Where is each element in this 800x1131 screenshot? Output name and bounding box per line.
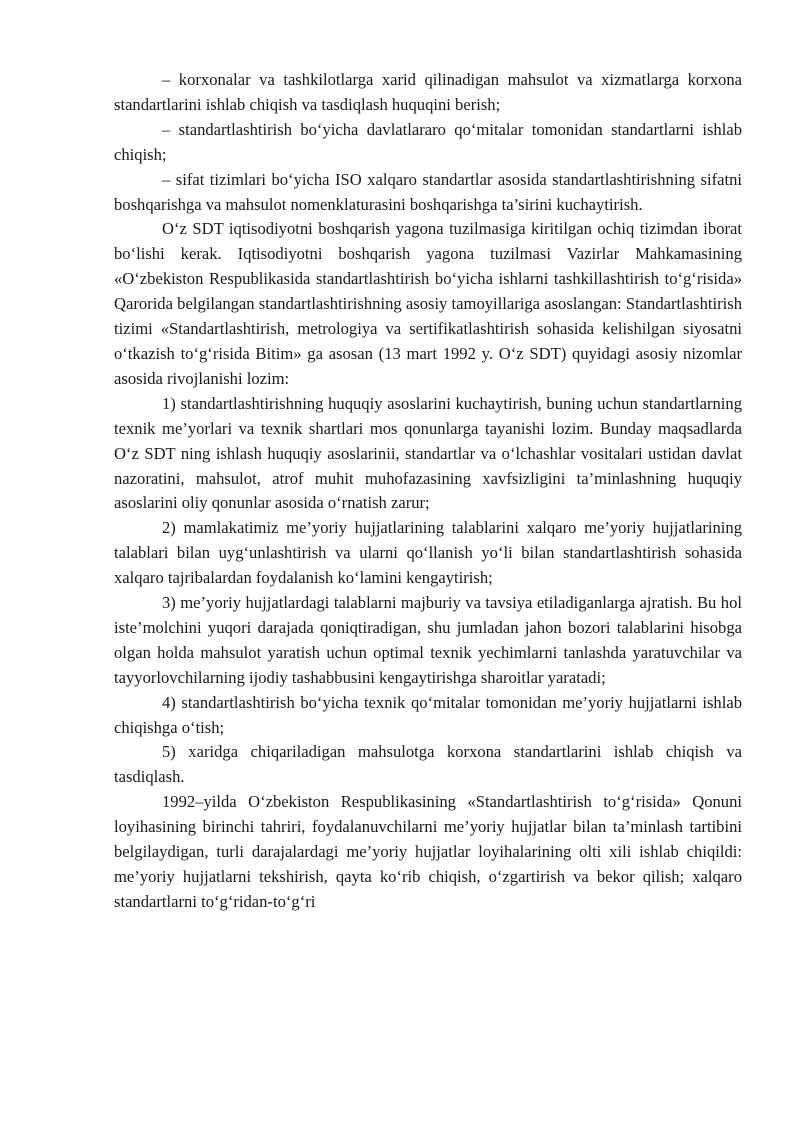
paragraph-9: 5) xaridga chiqariladigan mahsulotga korxona standartlarini ishlab chiqish va tasdiqlash.	[114, 742, 742, 787]
paragraph-3: – sifat tizimlari bo‘yicha ISO xalqaro standartlar asosida standartlashtirishning sifatni boshqarishga va mahsulot nomenklaturasini boshqarishga ta’sirini kuchaytirish.	[114, 169, 742, 214]
paragraph-8: 4) standartlashtirish bo‘yicha texnik qo‘mitalar tomonidan me’yoriy hujjatlarni ishlab chiqishga o‘tish;	[114, 692, 742, 737]
paragraph-7: 3) me’yoriy hujjatlardagi talablarni majburiy va tavsiya etiladiganlarga ajratish. Bu hol iste’molchini yuqori darajada qoniqtiradigan, shu jumladan jahon bozori talablarini hisobga olgan holda mahsulot yaratish uchun optimal texnik yechimlarni tanlashda yaratuvchilar va tayyorlovchilarning ijodiy tashabbusini kengaytirishga sharoitlar yaratadi;	[114, 593, 742, 687]
paragraph-6: 2) mamlakatimiz me’yoriy hujjatlarining talablarini xalqaro me’yoriy hujjatlarining talablari bilan uyg‘unlashtirish va ularni qo‘llanish yo‘li bilan standartlashtirish sohasida xalqaro tajribalardan foydalanish ko‘lamini kengaytirish;	[114, 518, 742, 588]
paragraph-4: O‘z SDT iqtisodiyotni boshqarish yagona tuzilmasiga kiritilgan ochiq tizimdan iborat bo‘lishi kerak. Iqtisodiyotni boshqarish yagona tuzilmasi Vazirlar Mahkamasining «O‘zbekiston Respublikasida standartlashtirish bo‘yicha ishlarni tashkillashtirish to‘g‘risida» Qarorida belgilangan standartlashtirishning asosiy tamoyillariga asoslangan: Standartlashtirish tizimi «Standartlashtirish, metrologiya va sertifikatlashtirish sohasida kelishilgan siyosatni o‘tkazish to‘g‘risida Bitim» ga asosan (13 mart 1992 y. O‘z SDT) quyidagi asosiy nizomlar asosida rivojlanishi lozim:	[114, 219, 742, 388]
paragraph-10: 1992–yilda O‘zbekiston Respublikasining «Standartlashtirish to‘g‘risida» Qonuni loyihasining birinchi tahriri, foydalanuvchilarni me’yoriy hujjatlar bilan ta’minlash tartibini belgilaydigan, turli darajalardagi me’yoriy hujjatlar loyihalarining olti xili ishlab chiqildi: me’yoriy hujjatlarni tekshirish, qayta ko‘rib chiqish, o‘zgartirish va bekor qilish; xalqaro standartlarni to‘g‘ridan-to‘g‘ri	[114, 792, 742, 911]
paragraph-1: – korxonalar va tashkilotlarga xarid qilinadigan mahsulot va xizmatlarga korxona standartlarini ishlab chiqish va tasdiqlash huquqini berish;	[114, 70, 742, 114]
paragraph-2: – standartlashtirish bo‘yicha davlatlararo qo‘mitalar tomonidan standartlarni ishlab chiqish;	[114, 119, 742, 164]
document-page	[114, 68, 742, 915]
paragraph-5: 1) standartlashtirishning huquqiy asoslarini kuchaytirish, buning uchun standartlarning texnik me’yorlari va texnik shartlari mos qonunlarga tayanishi lozim. Bunday maqsadlarda O‘z SDT ning ishlash huquqiy asoslarinii, standartlar va o‘lchashlar vositalari ustidan davlat nazoratini, mahsulot, atrof muhit muhofazasining xavfsizligini ta’minlashning huquqiy asoslarini oliy qonunlar asosida o‘rnatish zarur;	[114, 393, 742, 513]
